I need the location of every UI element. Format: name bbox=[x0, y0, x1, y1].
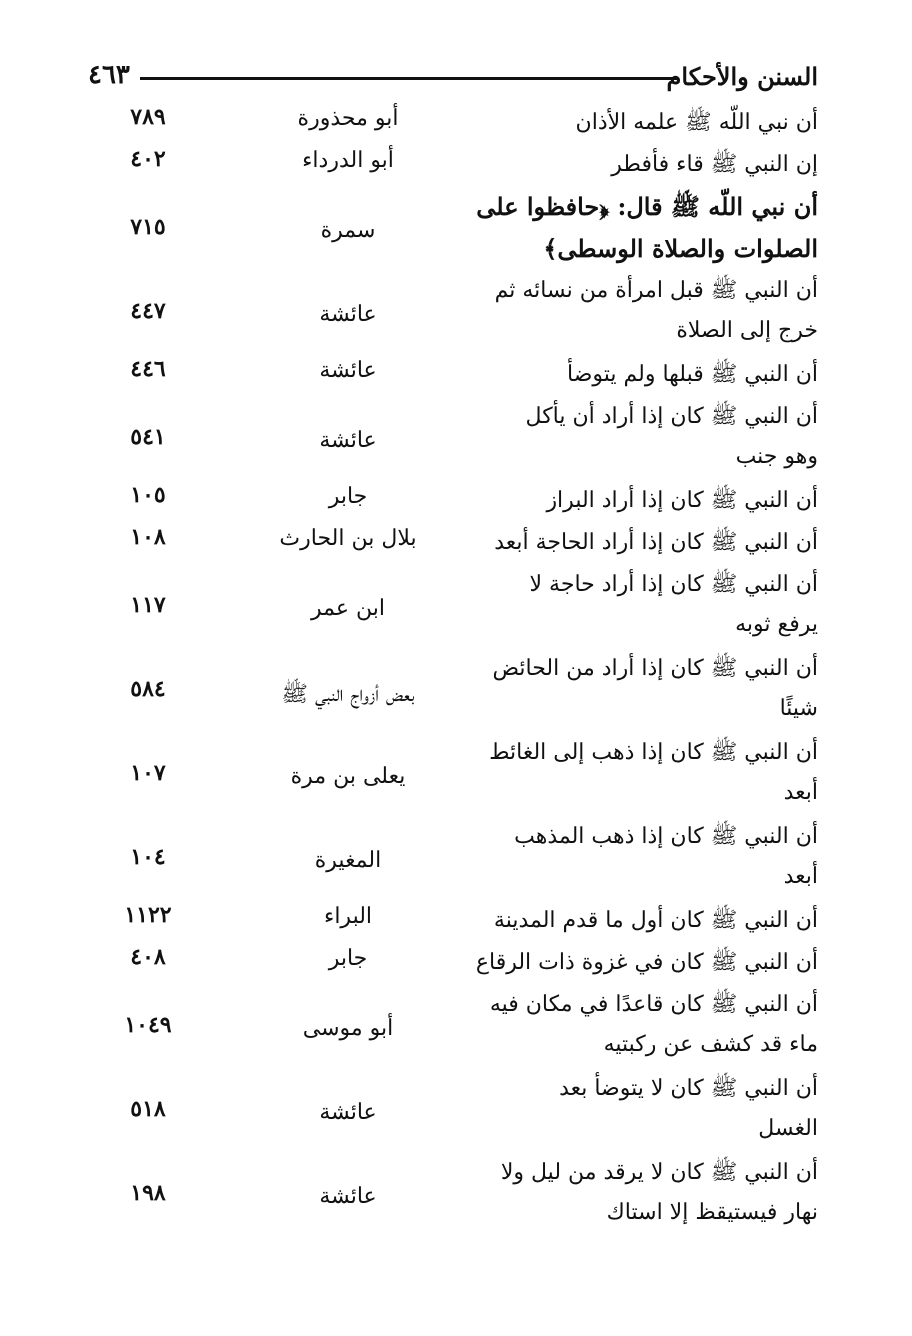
hadith-number: ٤٠٢ bbox=[130, 146, 166, 172]
hadith-number: ١١٢٢ bbox=[124, 902, 172, 928]
entry-line bbox=[88, 298, 818, 356]
hadith-text: شيئًا bbox=[779, 696, 818, 721]
hadith-text: وهو جنب bbox=[735, 444, 818, 469]
page-number: ٤٦٣ bbox=[88, 60, 130, 90]
entry-line bbox=[88, 146, 818, 188]
hadith-number: ١٠٨ bbox=[130, 524, 166, 550]
hadith-number: ١٩٨ bbox=[130, 1180, 166, 1206]
index-entry bbox=[88, 272, 818, 356]
hadith-number: ٧٨٩ bbox=[130, 104, 166, 130]
index-entry bbox=[88, 104, 818, 146]
narrator: عائشة bbox=[319, 428, 377, 453]
hadith-text: أن النبي ﷺ قبل امرأة من نسائه ثم bbox=[494, 278, 818, 303]
entry-line bbox=[88, 1012, 818, 1070]
hadith-text: إن النبي ﷺ قاء فأفطر bbox=[611, 152, 818, 177]
hadith-number: ١١٧ bbox=[130, 592, 166, 618]
entry-line bbox=[88, 944, 818, 986]
narrator: البراء bbox=[323, 904, 373, 929]
index-entry bbox=[88, 1070, 818, 1154]
hadith-text: خرج إلى الصلاة bbox=[676, 318, 818, 343]
entry-line bbox=[88, 676, 818, 734]
index-entry bbox=[88, 734, 818, 818]
hadith-number: ١٠٤ bbox=[130, 844, 166, 870]
hadith-text: أن النبي ﷺ كان لا يتوضأ بعد bbox=[559, 1076, 818, 1101]
hadith-text: أن النبي ﷺ كان إذا ذهب إلى الغائط bbox=[489, 740, 818, 765]
hadith-number: ٥١٨ bbox=[130, 1096, 166, 1122]
narrator: جابر bbox=[328, 484, 368, 509]
narrator: ابن عمر bbox=[311, 596, 385, 621]
hadith-number: ٥٨٤ bbox=[130, 676, 166, 702]
page-header bbox=[88, 58, 818, 98]
entry-line bbox=[88, 214, 818, 272]
narrator: أبو موسى bbox=[302, 1016, 394, 1041]
narrator: يعلى بن مرة bbox=[290, 764, 406, 789]
hadith-text: أن النبي ﷺ كان إذا أراد أن يأكل bbox=[525, 404, 818, 429]
hadith-text: أن النبي ﷺ كان إذا أراد البراز bbox=[546, 488, 818, 513]
hadith-text: الغسل bbox=[758, 1116, 818, 1141]
header-rule bbox=[140, 77, 678, 80]
narrator: بعض أزواج النبي ﷺ bbox=[281, 682, 415, 707]
hadith-number: ١٠٥ bbox=[130, 482, 166, 508]
hadith-text: أن نبي اللّه ﷺ قال: ﴿حافظوا على bbox=[476, 192, 818, 221]
hadith-text: أن النبي ﷺ كان إذا أراد الحاجة أبعد bbox=[494, 530, 818, 555]
hadith-text: أن النبي ﷺ كان في غزوة ذات الرقاع bbox=[475, 950, 818, 975]
hadith-text: نهار فيستيقظ إلا استاك bbox=[606, 1200, 818, 1225]
hadith-text: يرفع ثوبه bbox=[735, 612, 818, 637]
index-entry bbox=[88, 650, 818, 734]
entry-line bbox=[88, 104, 818, 146]
index-entry bbox=[88, 986, 818, 1070]
hadith-text: ماء قد كشف عن ركبتيه bbox=[603, 1032, 818, 1057]
index-entry bbox=[88, 524, 818, 566]
entry-line bbox=[88, 1096, 818, 1154]
hadith-text: أن النبي ﷺ كان لا يرقد من ليل ولا bbox=[500, 1160, 818, 1185]
entry-line bbox=[88, 844, 818, 902]
entry-line bbox=[88, 902, 818, 944]
entry-line bbox=[88, 482, 818, 524]
index-entry bbox=[88, 902, 818, 944]
narrator: بلال بن الحارث bbox=[279, 526, 417, 551]
narrator: أبو محذورة bbox=[297, 106, 399, 131]
index-entry bbox=[88, 188, 818, 272]
index-entry bbox=[88, 566, 818, 650]
hadith-number: ٧١٥ bbox=[130, 214, 166, 240]
entry-line bbox=[88, 592, 818, 650]
narrator: عائشة bbox=[319, 1184, 377, 1209]
hadith-text: أن النبي ﷺ كان إذا أراد من الحائض bbox=[492, 656, 818, 681]
hadith-index-list bbox=[88, 104, 818, 1238]
entry-line bbox=[88, 424, 818, 482]
hadith-number: ٤٤٧ bbox=[130, 298, 166, 324]
narrator: أبو الدرداء bbox=[302, 148, 394, 173]
narrator: عائشة bbox=[319, 302, 377, 327]
narrator: المغيرة bbox=[314, 848, 382, 873]
entry-line bbox=[88, 356, 818, 398]
hadith-number: ١٠٧ bbox=[130, 760, 166, 786]
index-entry bbox=[88, 818, 818, 902]
index-entry bbox=[88, 356, 818, 398]
entry-line bbox=[88, 1180, 818, 1238]
hadith-text: أن النبي ﷺ كان إذا ذهب المذهب bbox=[514, 824, 818, 849]
narrator: سمرة bbox=[320, 218, 376, 243]
narrator: عائشة bbox=[319, 358, 377, 383]
hadith-text: أن النبي ﷺ كان أول ما قدم المدينة bbox=[493, 908, 818, 933]
hadith-text: أن النبي ﷺ قبلها ولم يتوضأ bbox=[566, 362, 818, 387]
hadith-number: ٤٠٨ bbox=[130, 944, 166, 970]
index-entry bbox=[88, 482, 818, 524]
hadith-text: الصلوات والصلاة الوسطى﴾ bbox=[543, 234, 818, 263]
hadith-text: أبعد bbox=[783, 864, 818, 889]
hadith-number: ١٠٤٩ bbox=[124, 1012, 172, 1038]
running-title: السنن والأحكام bbox=[666, 62, 818, 91]
hadith-text: أن نبي اللّه ﷺ علمه الأذان bbox=[575, 110, 818, 135]
index-entry bbox=[88, 1154, 818, 1238]
hadith-number: ٤٤٦ bbox=[130, 356, 166, 382]
entry-line bbox=[88, 524, 818, 566]
narrator: جابر bbox=[328, 946, 368, 971]
index-entry bbox=[88, 146, 818, 188]
hadith-text: أن النبي ﷺ كان إذا أراد حاجة لا bbox=[529, 572, 818, 597]
index-entry bbox=[88, 398, 818, 482]
narrator: عائشة bbox=[319, 1100, 377, 1125]
index-entry bbox=[88, 944, 818, 986]
hadith-text: أبعد bbox=[783, 780, 818, 805]
entry-line bbox=[88, 760, 818, 818]
hadith-text: أن النبي ﷺ كان قاعدًا في مكان فيه bbox=[489, 992, 818, 1017]
hadith-number: ٥٤١ bbox=[130, 424, 166, 450]
